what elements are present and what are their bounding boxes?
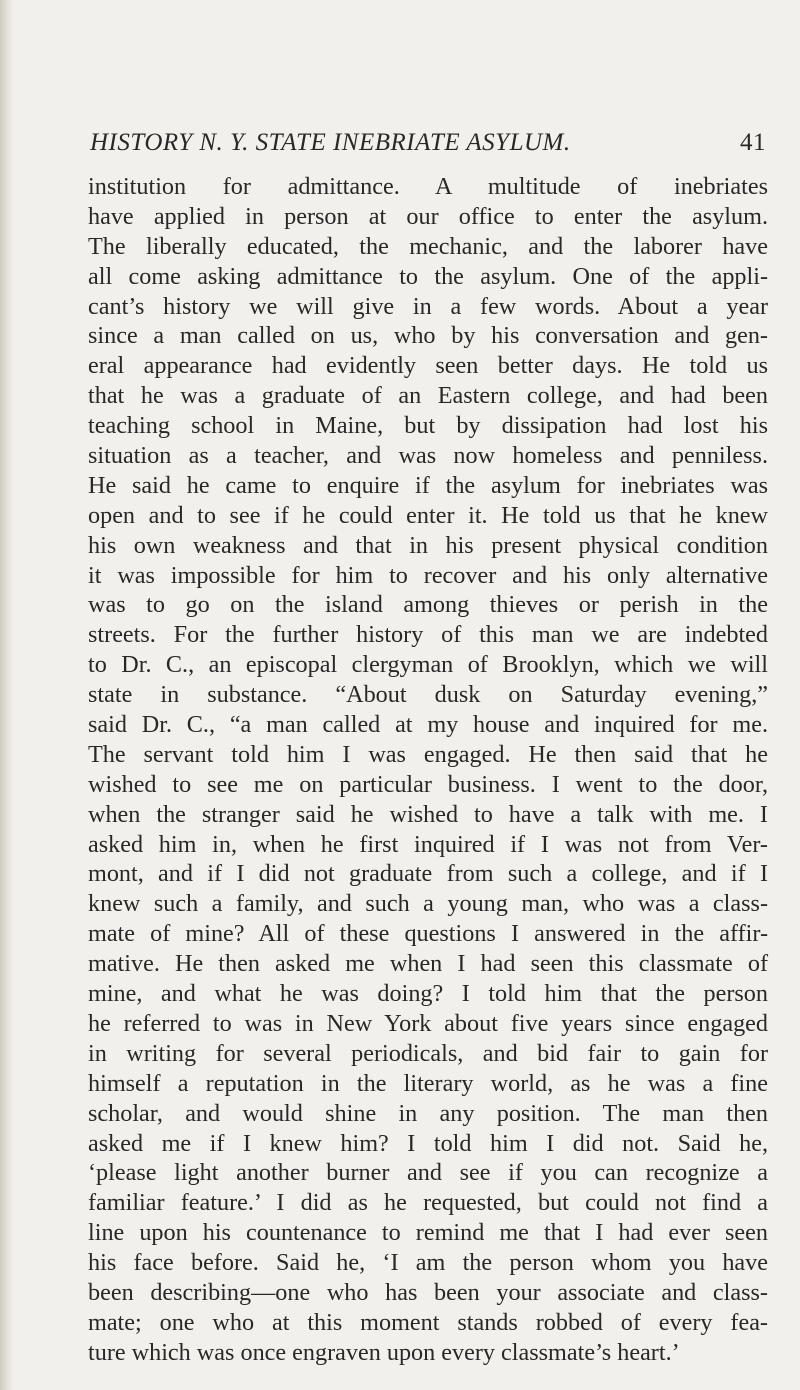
text-line: it was impossible for him to recover and his only alternative (88, 561, 768, 589)
text-line: line upon his countenance to remind me that I had ever seen (88, 1219, 768, 1247)
text-line: situation as a teacher, and was now homeless and penniless. (88, 442, 768, 470)
text-line: to Dr. C., an episcopal clergyman of Brooklyn, which we will (88, 651, 768, 679)
text-line: have applied in person at our office to enter the asylum. (88, 202, 768, 230)
text-line: The liberally educated, the mechanic, and the laborer have (88, 232, 768, 260)
text-line: asked me if I knew him? I told him I did not. Said he, (88, 1129, 768, 1157)
text-line: He said he came to enquire if the asylum for inebriates was (88, 471, 768, 499)
text-line: he referred to was in New York about five years since engaged (88, 1009, 768, 1037)
text-line: familiar feature.’ I did as he requested, but could not find a (88, 1189, 768, 1217)
text-line: wished to see me on particular business. I went to the door, (88, 770, 768, 798)
text-line: said Dr. C., “a man called at my house and inquired for me. (88, 711, 768, 739)
page-number: 41 (740, 129, 766, 156)
text-line: since a man called on us, who by his conversation and gen- (88, 322, 768, 350)
text-line: institution for admittance. A multitude of inebriates (88, 173, 768, 200)
text-line: mate of mine? All of these questions I answered in the affir- (88, 920, 768, 948)
text-line: open and to see if he could enter it. He told us that he knew (88, 501, 768, 529)
text-line: mative. He then asked me when I had seen this classmate of (88, 950, 768, 978)
text-line: mate; one who at this moment stands robbed of every fea- (88, 1308, 768, 1336)
text-line: ‘please light another burner and see if you can recognize a (88, 1159, 768, 1187)
text-line: when the stranger said he wished to have a talk with me. I (88, 800, 768, 828)
text-line: was to go on the island among thieves or perish in the (88, 591, 768, 619)
page-edge-shadow (0, 0, 14, 1390)
text-line: state in substance. “About dusk on Saturday evening,” (88, 681, 768, 709)
text-line: his own weakness and that in his present physical condition (88, 531, 768, 559)
text-line: mont, and if I did not graduate from such a college, and if I (88, 860, 768, 888)
text-line: himself a reputation in the literary world, as he was a fine (88, 1069, 768, 1097)
text-line: scholar, and would shine in any position. The man then (88, 1099, 768, 1127)
text-line: teaching school in Maine, but by dissipation had lost his (88, 412, 768, 440)
text-line: in writing for several periodicals, and bid fair to gain for (88, 1039, 768, 1067)
text-line: knew such a family, and such a young man, who was a class- (88, 890, 768, 918)
body-text (88, 172, 768, 1368)
running-header (90, 129, 770, 159)
text-line: ture which was once engraven upon every classmate’s heart.’ (88, 1338, 680, 1366)
text-line: asked him in, when he first inquired if I was not from Ver- (88, 830, 768, 858)
text-line: all come asking admittance to the asylum. One of the appli- (88, 262, 768, 290)
text-line: streets. For the further history of this man we are indebted (88, 621, 768, 649)
running-title: HISTORY N. Y. STATE INEBRIATE ASYLUM. (90, 129, 571, 156)
text-line: been describing—one who has been your associate and class- (88, 1278, 768, 1306)
text-line: mine, and what he was doing? I told him that the person (88, 980, 768, 1008)
text-line: that he was a graduate of an Eastern college, and had been (88, 382, 768, 410)
text-line: his face before. Said he, ‘I am the person whom you have (88, 1249, 768, 1277)
text-line: eral appearance had evidently seen better days. He told us (88, 352, 768, 380)
text-line: The servant told him I was engaged. He then said that he (88, 740, 768, 768)
text-line: cant’s history we will give in a few words. About a year (88, 292, 768, 320)
